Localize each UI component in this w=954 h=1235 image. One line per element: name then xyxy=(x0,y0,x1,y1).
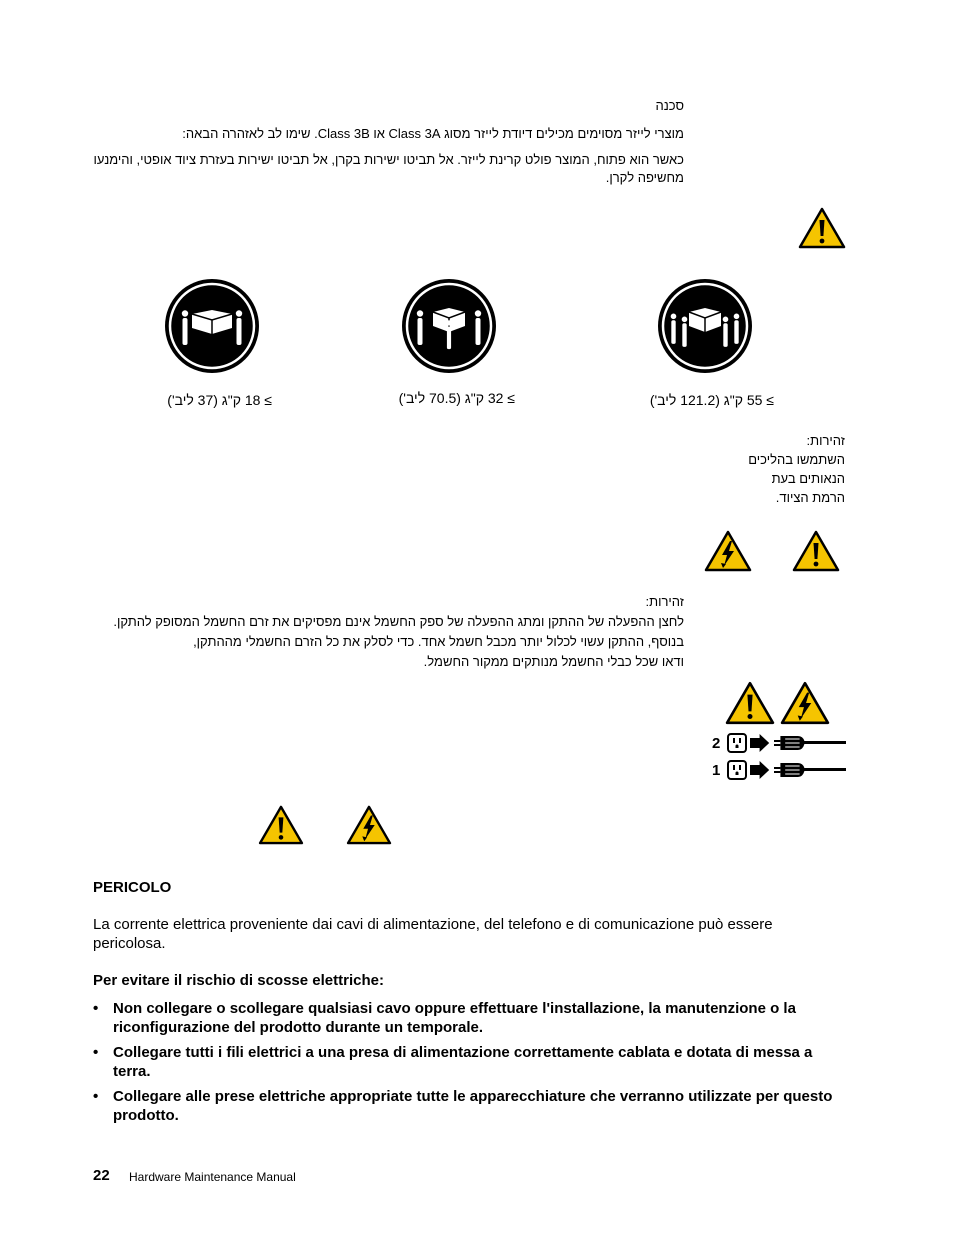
power-plug-icon xyxy=(750,733,846,753)
caution-lift-line: הרמת הציוד. xyxy=(775,490,845,505)
laser-warning-line2: כאשר הוא פתוח, המוצר פולט קרינת לייזר. אל תביטו ישירות בקרן, אל תביטו ישירות בעזרת ציוד אופטי, והימנעו מחשיפה לקרן. xyxy=(93,152,684,185)
safety-bullet: • Non collegare o scollegare qualsiasi cavo oppure effettuare l'installazione, la manutenzione o la riconfigurazione del prodotto durante un temporale. xyxy=(93,999,848,1037)
caution-power-section xyxy=(80,592,684,672)
danger-section xyxy=(80,96,684,187)
caution-power-title: זהירות: xyxy=(645,594,684,609)
power-outlet-icon xyxy=(727,760,747,780)
safety-bullet-list xyxy=(93,999,848,1131)
weight-label: ≥ 18 ק"ג (37 ליב') xyxy=(167,392,272,408)
prevention-subheading: Per evitare il rischio di scosse elettriche: xyxy=(93,972,384,989)
caution-lift-line: זהירות: xyxy=(806,433,845,448)
caution-power-line3: ודאו שכל כבלי החשמל מנותקים ממקור החשמל. xyxy=(423,654,684,669)
caution-lift-text xyxy=(700,431,845,507)
danger-title: סכנה xyxy=(655,98,684,113)
caution-lift-line: הנאותים בעת xyxy=(771,471,845,486)
warning-triangle-icon xyxy=(258,805,304,845)
caution-power-line1: לחצן ההפעלה של ההתקן ומתג ההפעלה של ספק החשמל אינם מפסיקים את זרם החשמל המסופק להתקן. xyxy=(113,614,684,629)
danger-heading: PERICOLO xyxy=(93,879,172,896)
safety-bullet: • Collegare tutti i fili elettrici a una presa di alimentazione correttamente cablata e dotata di messa a terra. xyxy=(93,1043,848,1081)
high-voltage-icon xyxy=(780,681,830,725)
lift-warning-icon xyxy=(399,276,499,376)
danger-paragraph: La corrente elettrica proveniente dai cavi di alimentazione, del telefono e di comunicazione può essere pericolosa. xyxy=(93,916,773,952)
weight-label: ≥ 32 ק"ג (70.5 ליב') xyxy=(398,390,515,406)
warning-triangle-icon xyxy=(725,681,775,725)
warning-triangle-icon xyxy=(798,207,846,249)
lift-warning-icon xyxy=(655,276,755,376)
power-plug-icon xyxy=(750,760,846,780)
high-voltage-icon xyxy=(704,530,752,572)
page-number: 22 xyxy=(93,1167,110,1184)
plug-step-number: 1 xyxy=(712,762,721,779)
caution-power-line2: בנוסף, ההתקן עשוי לכלול יותר מכבל חשמל אחד. כדי לסלק את כל הזרם החשמלי מההתקן, xyxy=(193,634,684,649)
caution-lift-line: השתמשו בהליכים xyxy=(748,452,845,467)
weight-label: ≥ 55 ק"ג (121.2 ליב') xyxy=(649,392,774,408)
lift-warning-icon xyxy=(162,276,262,376)
laser-warning-line1: מוצרי לייזר מסוימים מכילים דיודת לייזר מסוג Class 3A או Class 3B. שימו לב לאזהרה הבאה: xyxy=(182,126,684,141)
manual-title: Hardware Maintenance Manual xyxy=(129,1170,296,1184)
plug-step-number: 2 xyxy=(712,735,721,752)
high-voltage-icon xyxy=(346,805,392,845)
safety-bullet: • Collegare alle prese elettriche appropriate tutte le apparecchiature che verranno utilizzate per questo prodotto. xyxy=(93,1087,848,1125)
warning-triangle-icon xyxy=(792,530,840,572)
power-outlet-icon xyxy=(727,733,747,753)
